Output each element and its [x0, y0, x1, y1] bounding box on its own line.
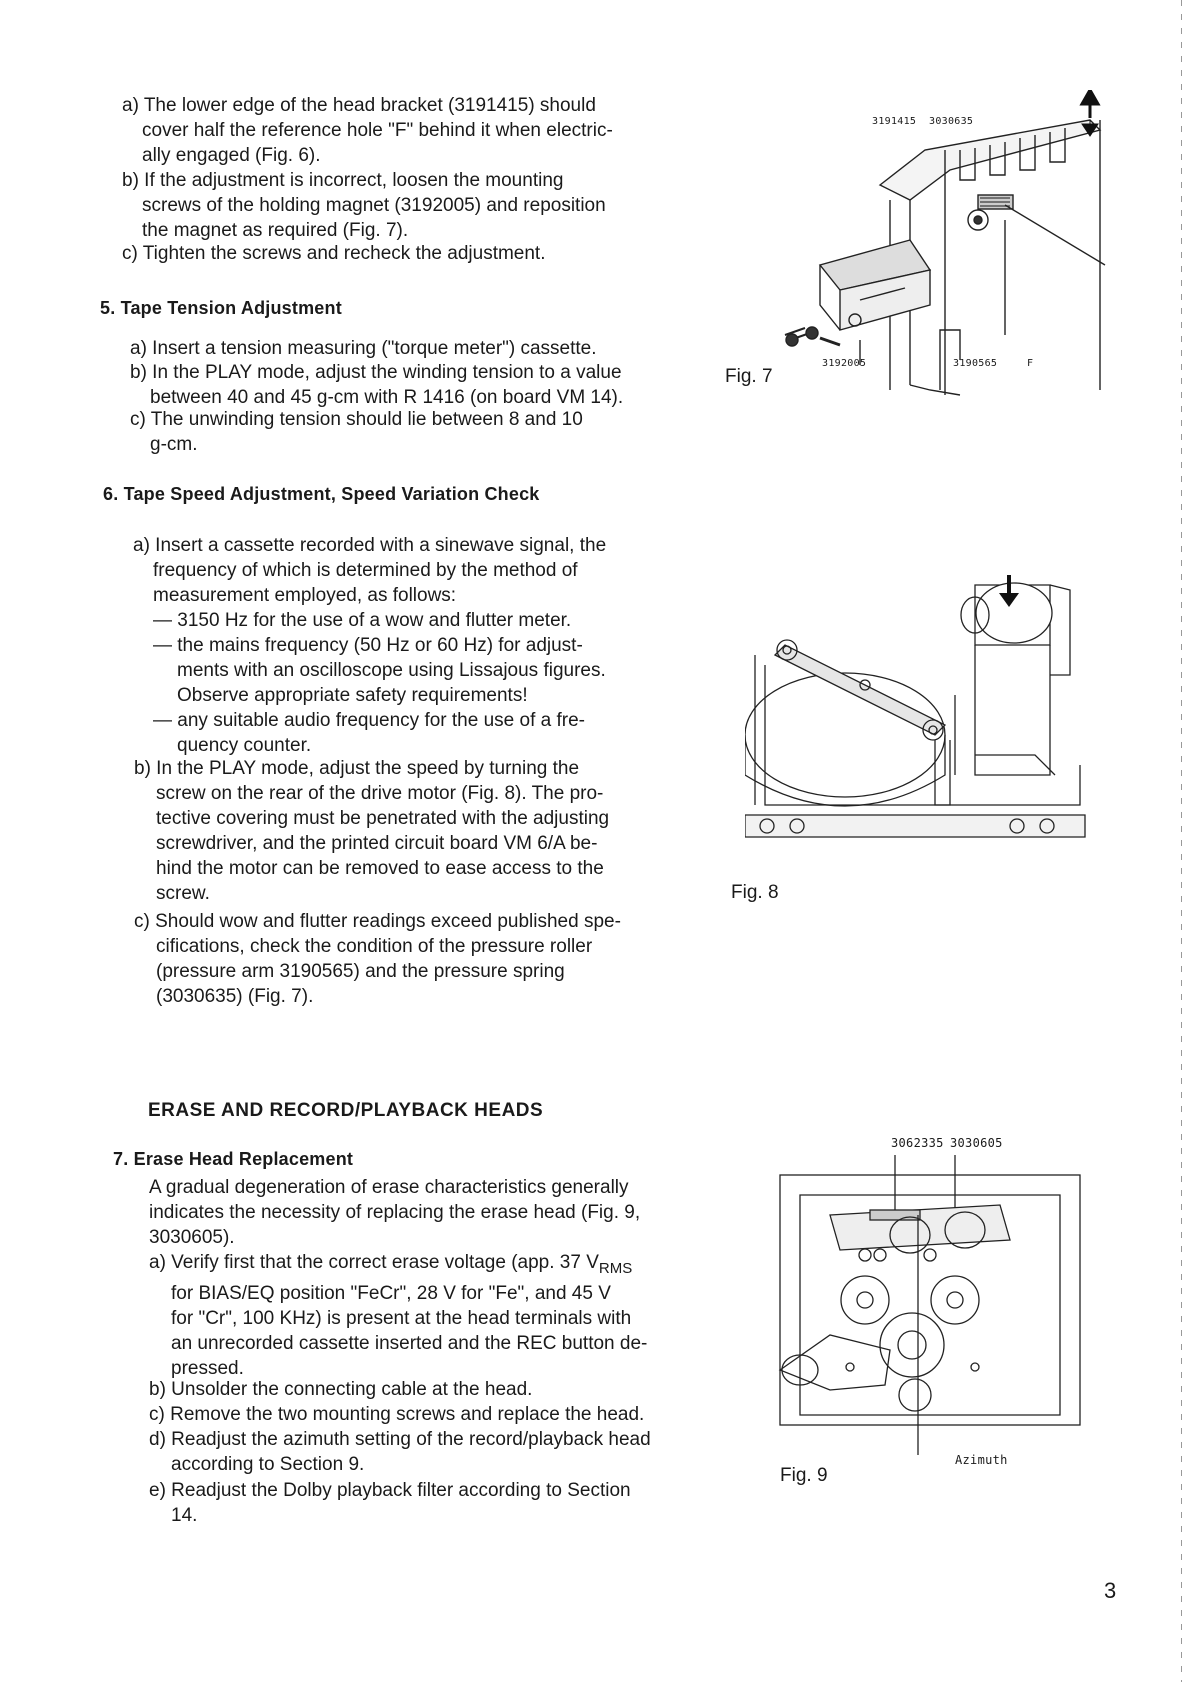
text-line: b) Unsolder the connecting cable at the head. [149, 1379, 533, 1400]
text-line: screws of the holding magnet (3192005) and reposition [142, 195, 606, 216]
text-line: c) Should wow and flutter readings exceed published spe- [134, 911, 621, 932]
text-line: d) Readjust the azimuth setting of the record/playback head [149, 1429, 651, 1450]
fig8-drawing [745, 575, 1095, 865]
text-line: (3030635) (Fig. 7). [156, 986, 314, 1007]
fig7-part-label: F [1027, 358, 1034, 369]
sec4-item-a [122, 93, 642, 168]
text-line: a) Verify first that the correct erase voltage (app. 37 V [149, 1252, 599, 1273]
sec4-item-b [122, 168, 642, 243]
text-line: g-cm. [150, 434, 198, 455]
text-line: c) The unwinding tension should lie between 8 and 10 [130, 409, 583, 430]
fig7-illustration [760, 90, 1110, 400]
fig7-caption: Fig. 7 [725, 366, 773, 387]
text-line: — the mains frequency (50 Hz or 60 Hz) for adjust- [153, 635, 583, 656]
sec7-item-d [149, 1427, 679, 1477]
text-line: quency counter. [177, 735, 312, 756]
text-line: measurement employed, as follows: [153, 585, 457, 606]
text-line: e) Readjust the Dolby playback filter according to Section [149, 1480, 631, 1501]
text-line: indicates the necessity of replacing the erase head (Fig. 9, [149, 1202, 641, 1223]
fig9-drawing [770, 1155, 1100, 1455]
text-line: b) In the PLAY mode, adjust the winding tension to a value [130, 362, 622, 383]
text-line: screwdriver, and the printed circuit board VM 6/A be- [156, 833, 598, 854]
sec7-intro [149, 1175, 669, 1250]
sec7-item-c [149, 1402, 679, 1427]
fig7-drawing [760, 90, 1110, 400]
text-line: the magnet as required (Fig. 7). [142, 220, 409, 241]
text-line: frequency of which is determined by the method of [153, 560, 578, 581]
fig7-part-label: 3191415 [872, 116, 917, 127]
sec5-item-b [130, 360, 650, 410]
text-line: hind the motor can be removed to ease access to the [156, 858, 604, 879]
fig7-part-label: 3192005 [822, 358, 867, 369]
fig9-part-label: 3030605 [950, 1136, 1003, 1150]
sec4-item-c [122, 241, 642, 266]
text-line: tective covering must be penetrated with the adjusting [156, 808, 610, 829]
text-line: an unrecorded cassette inserted and the REC button de- [171, 1332, 648, 1354]
sec7-item-a [149, 1250, 679, 1381]
sec7-title: 7. Erase Head Replacement [113, 1149, 354, 1169]
sec6-title: 6. Tape Speed Adjustment, Speed Variation Check [103, 484, 540, 504]
text-line: — 3150 Hz for the use of a wow and flutter meter. [153, 610, 572, 631]
text-line: 14. [171, 1505, 198, 1526]
fig8-illustration [745, 575, 1095, 865]
fig9-illustration [770, 1155, 1100, 1455]
text-line: a) Insert a tension measuring ("torque meter") cassette. [130, 338, 597, 359]
text-line: a) Insert a cassette recorded with a sinewave signal, the [133, 535, 607, 556]
text-line: screw. [156, 883, 210, 904]
fig9-part-label: 3062335 [891, 1136, 944, 1150]
text-line: a) The lower edge of the head bracket (3191415) should [122, 95, 596, 116]
sec7-item-b [149, 1377, 679, 1402]
fig7-part-label: 3030635 [929, 116, 974, 127]
text-line: (pressure arm 3190565) and the pressure spring [156, 961, 565, 982]
sec6-item-a [133, 533, 653, 758]
sec5-item-c [130, 407, 650, 457]
fig9-azimuth-label: Azimuth [955, 1453, 1008, 1467]
sec6-item-c [134, 909, 654, 1009]
text-line: ments with an oscilloscope using Lissajous figures. [177, 660, 606, 681]
fig7-part-label: 3190565 [953, 358, 998, 369]
text-line: 3030605). [149, 1227, 235, 1248]
text-line: c) Tighten the screws and recheck the adjustment. [122, 243, 546, 264]
text-line: b) If the adjustment is incorrect, loosen the mounting [122, 170, 564, 191]
text-line: A gradual degeneration of erase characteristics generally [149, 1177, 629, 1198]
sec5-title: 5. Tape Tension Adjustment [100, 298, 342, 318]
section-heading: ERASE AND RECORD/PLAYBACK HEADS [148, 1100, 544, 1121]
text-line: between 40 and 45 g-cm with R 1416 (on board VM 14). [150, 387, 624, 408]
sec7-item-e [149, 1478, 679, 1528]
sec5-item-a [130, 336, 650, 361]
text-line: c) Remove the two mounting screws and replace the head. [149, 1404, 645, 1425]
text-line: screw on the rear of the drive motor (Fig. 8). The pro- [156, 783, 604, 804]
fig9-caption: Fig. 9 [780, 1465, 828, 1486]
fig8-caption: Fig. 8 [731, 882, 779, 903]
text-line: b) In the PLAY mode, adjust the speed by turning the [134, 758, 580, 779]
text-line: Observe appropriate safety requirements! [177, 685, 528, 706]
text-line: cover half the reference hole "F" behind it when electric- [142, 120, 613, 141]
text-line: for BIAS/EQ position "FeCr", 28 V for "Fe", and 45 V [171, 1282, 611, 1304]
scan-edge [1181, 0, 1182, 1682]
text-line: according to Section 9. [171, 1454, 365, 1475]
sec6-item-b [134, 756, 654, 906]
page-number: 3 [1104, 1578, 1117, 1603]
rms-subscript: RMS [598, 1259, 633, 1277]
text-line: cifications, check the condition of the pressure roller [156, 936, 593, 957]
text-line: ally engaged (Fig. 6). [142, 145, 321, 166]
text-line: — any suitable audio frequency for the use of a fre- [153, 710, 585, 731]
text-line: for "Cr", 100 KHz) is present at the head terminals with [171, 1307, 632, 1329]
text-line: pressed. [171, 1357, 244, 1379]
